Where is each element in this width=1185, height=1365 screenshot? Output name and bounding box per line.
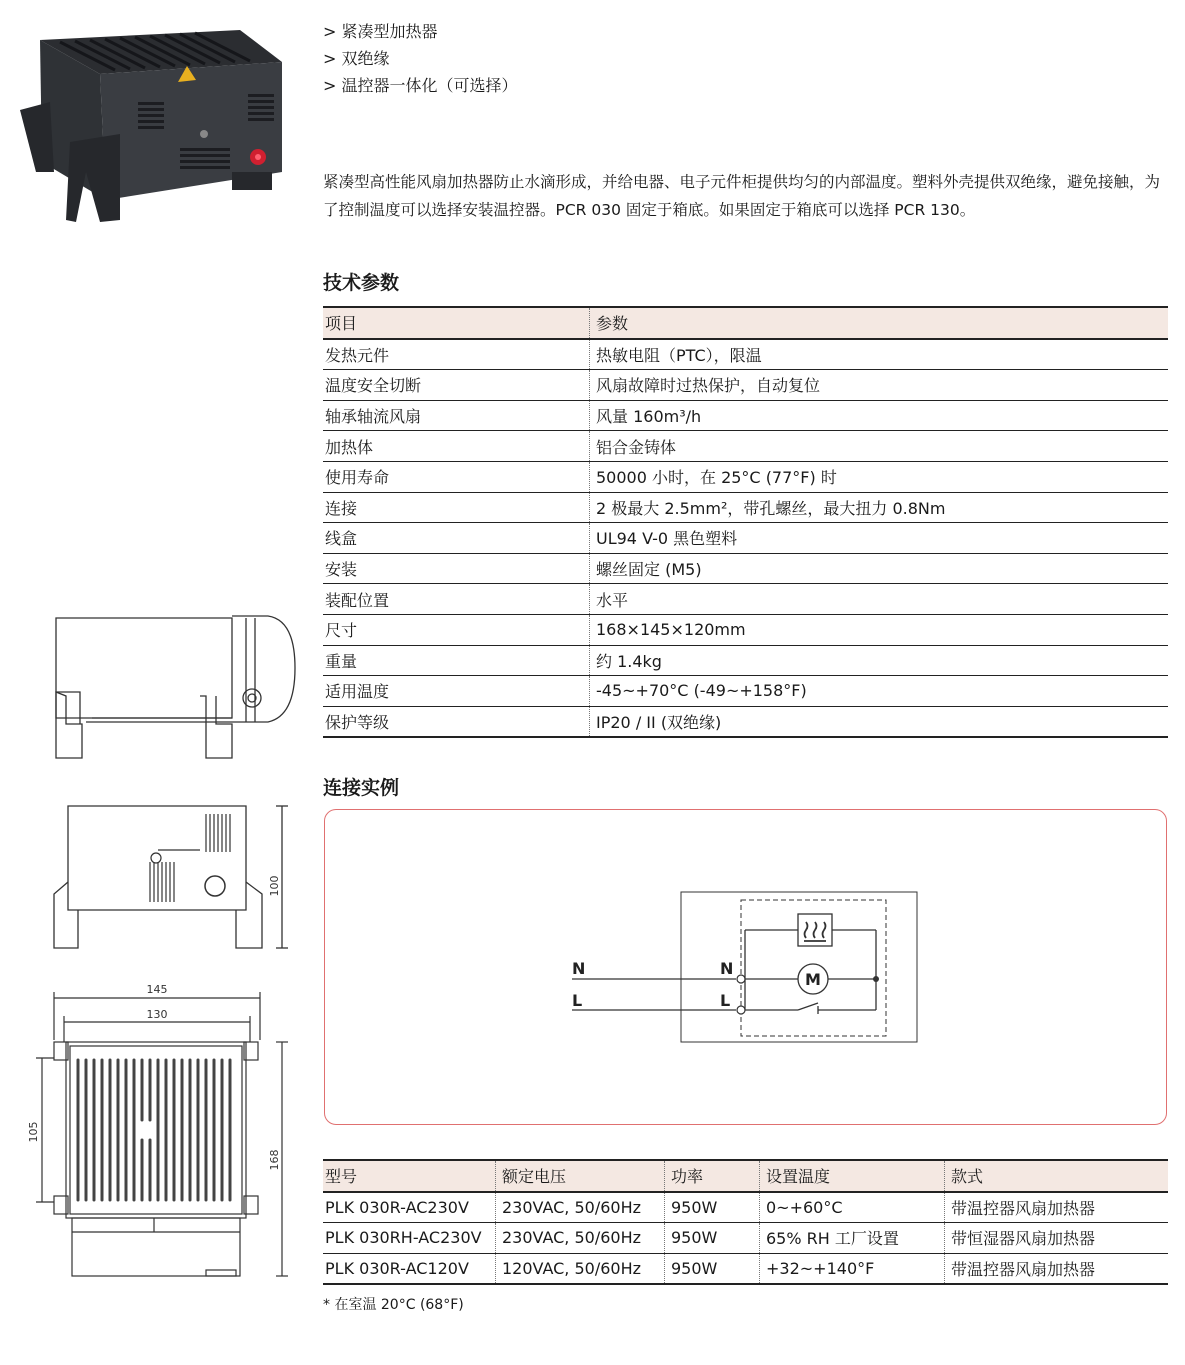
spec-key: 轴承轴流风扇 [323,400,590,431]
spec-header-param: 参数 [590,307,1169,339]
front-view-drawing [50,800,300,955]
model-cell: PLK 030R-AC230V [323,1192,496,1223]
spec-key: 保护等级 [323,706,590,737]
table-row [323,370,1168,401]
model-cell: 带恒湿器风扇加热器 [945,1223,1169,1254]
model-header-cell: 功率 [665,1160,760,1192]
table-row [323,461,1168,492]
product-photo [20,22,290,227]
spec-value: IP20 / II (双绝缘) [590,706,1169,737]
model-cell: 950W [665,1192,760,1223]
spec-value: 约 1.4kg [590,645,1169,676]
dim-total-height-label: 168 [268,1149,281,1171]
spec-key: 温度安全切断 [323,370,590,401]
model-header-cell: 额定电压 [496,1160,665,1192]
table-row [323,645,1168,676]
spec-title: 技术参数 [323,272,400,294]
model-cell: 950W [665,1223,760,1254]
spec-key: 适用温度 [323,676,590,707]
spec-value: 水平 [590,584,1169,615]
model-cell: 0~+60°C [760,1192,945,1223]
circuit-n-right-label: N [720,959,734,978]
example-title: 连接实例 [323,777,400,799]
spec-value: -45~+70°C (-49~+158°F) [590,676,1169,707]
model-header-row [323,1160,1168,1192]
feature-item: > 温控器一体化（可选择） [323,76,518,95]
circuit-n-left-label: N [572,959,586,978]
spec-key: 重量 [323,645,590,676]
footnote: * 在室温 20°C (68°F) [323,1297,464,1313]
feature-item: > 紧凑型加热器 [323,22,438,41]
table-row [323,492,1168,523]
circuit-l-right-label: L [720,991,731,1010]
model-cell: +32~+140°F [760,1253,945,1284]
table-row [323,431,1168,462]
wiring-diagram [560,890,925,1050]
table-row [323,614,1168,645]
top-view-drawing [24,980,294,1285]
spec-value: 风扇故障时过热保护，自动复位 [590,370,1169,401]
spec-value: 螺丝固定 (M5) [590,553,1169,584]
table-row [323,1253,1168,1284]
model-header-cell: 款式 [945,1160,1169,1192]
spec-key: 加热体 [323,431,590,462]
spec-value: 风量 160m³/h [590,400,1169,431]
table-row [323,676,1168,707]
model-header-cell: 型号 [323,1160,496,1192]
intro-paragraph: 紧凑型高性能风扇加热器防止水滴形成，并给电器、电子元件柜提供均匀的内部温度。塑料外壳提供双绝缘，避免接触，为了控制温度可以选择安装温控器。PCR 030 固定于箱底。如果固定于箱底可以选择 PCR 130。 [323,173,1161,219]
spec-value: 铝合金铸体 [590,431,1169,462]
model-cell: PLK 030RH-AC230V [323,1223,496,1254]
model-cell: 230VAC, 50/60Hz [496,1223,665,1254]
table-row [323,1192,1168,1223]
spec-value: 50000 小时，在 25°C (77°F) 时 [590,461,1169,492]
spec-key: 发热元件 [323,339,590,370]
circuit-l-left-label: L [572,991,583,1010]
table-row [323,400,1168,431]
dim-side-height-label: 105 [27,1121,40,1143]
table-row [323,1223,1168,1254]
spec-value: UL94 V-0 黑色塑料 [590,523,1169,554]
model-header-cell: 设置温度 [760,1160,945,1192]
model-cell: 230VAC, 50/60Hz [496,1192,665,1223]
spec-key: 连接 [323,492,590,523]
table-row [323,339,1168,370]
spec-key: 线盒 [323,523,590,554]
feature-item: > 双绝缘 [323,49,390,68]
model-cell: 950W [665,1253,760,1284]
model-cell: 120VAC, 50/60Hz [496,1253,665,1284]
dim-inner-width-label: 130 [146,1008,168,1021]
spec-value: 热敏电阻（PTC），限温 [590,339,1169,370]
model-cell: 带温控器风扇加热器 [945,1192,1169,1223]
feature-list [323,18,518,99]
dim-outer-width-label: 145 [146,983,168,996]
spec-key: 装配位置 [323,584,590,615]
model-cell: 65% RH 工厂设置 [760,1223,945,1254]
spec-value: 168×145×120mm [590,614,1169,645]
spec-key: 安装 [323,553,590,584]
spec-value: 2 极最大 2.5mm²，带孔螺丝，最大扭力 0.8Nm [590,492,1169,523]
spec-header-item: 项目 [323,307,590,339]
table-row [323,553,1168,584]
model-cell: 带温控器风扇加热器 [945,1253,1169,1284]
spec-header-row [323,307,1168,339]
motor-label: M [805,970,821,989]
model-table [323,1159,1168,1285]
spec-table [323,306,1168,738]
spec-key: 尺寸 [323,614,590,645]
table-row [323,706,1168,737]
dim-height-label: 100 [268,875,281,897]
spec-key: 使用寿命 [323,461,590,492]
table-row [323,523,1168,554]
table-row [323,584,1168,615]
model-cell: PLK 030R-AC120V [323,1253,496,1284]
side-view-drawing [50,612,300,764]
